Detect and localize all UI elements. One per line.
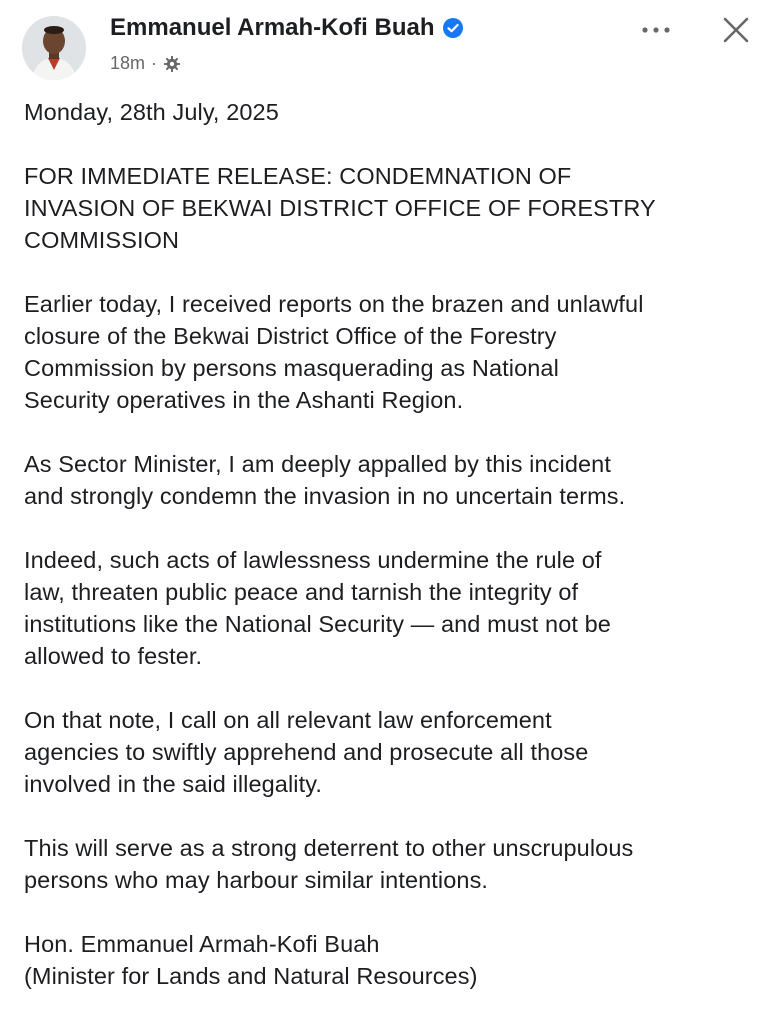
author-name-text[interactable]: Emmanuel Armah-Kofi Buah: [110, 14, 435, 41]
post-signature: Hon. Emmanuel Armah-Kofi Buah (Minister for Lands and Natural Resources): [24, 931, 478, 989]
close-icon[interactable]: [718, 12, 754, 48]
meta-separator: ·: [151, 53, 158, 73]
post-paragraph-2: As Sector Minister, I am deeply appalled by this incident and strongly condemn the invasion in no uncertain terms.: [24, 451, 626, 509]
more-options-icon[interactable]: [638, 18, 674, 42]
gear-icon[interactable]: [163, 55, 181, 73]
post-timestamp[interactable]: 18m: [110, 53, 146, 73]
profile-photo: [22, 16, 86, 80]
author-name[interactable]: [110, 14, 464, 42]
avatar[interactable]: [22, 16, 86, 80]
verified-badge-icon: [442, 17, 464, 39]
post-paragraph-3: Indeed, such acts of lawlessness undermine the rule of law, threaten public peace and tarnish the integrity of institutions like the National Security — and must not be allowed to fester.: [24, 547, 611, 669]
post-headline: FOR IMMEDIATE RELEASE: CONDEMNATION OF INVASION OF BEKWAI DISTRICT OFFICE OF FORESTRY COMMISSION: [24, 163, 656, 253]
post-date-line: Monday, 28th July, 2025: [24, 99, 279, 125]
post-paragraph-5: This will serve as a strong deterrent to other unscrupulous persons who may harbour similar intentions.: [24, 835, 634, 893]
post-paragraph-1: Earlier today, I received reports on the brazen and unlawful closure of the Bekwai District Office of the Forestry Commission by persons masquerading as National Security operatives in the Ashanti Region.: [24, 291, 644, 413]
post-paragraph-4: On that note, I call on all relevant law enforcement agencies to swiftly apprehend and prosecute all those involved in the said illegality.: [24, 707, 589, 797]
post-header: [0, 0, 776, 92]
post-text: [24, 96, 764, 992]
post-meta: [110, 53, 181, 74]
